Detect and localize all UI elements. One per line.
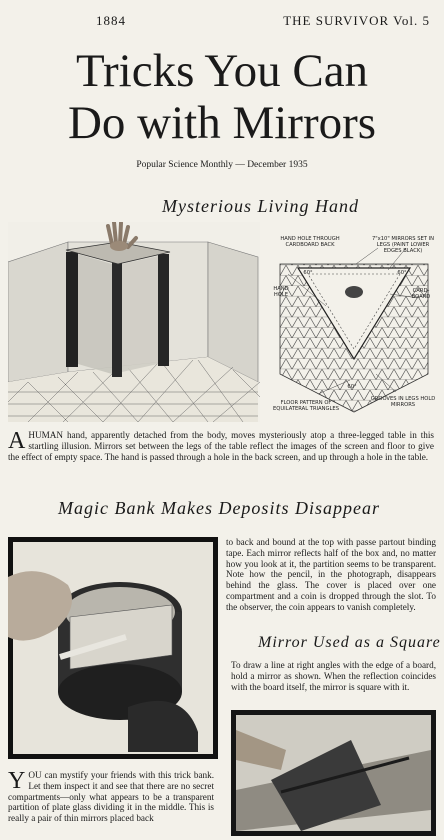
label-mirrors: 7"x10" MIRRORS SET IN LEGS (PAINT LOWER EDGES BLACK) bbox=[371, 236, 435, 254]
article-title-line-2: Do with Mirrors bbox=[67, 97, 377, 149]
label-hand-hole-back: HAND HOLE THROUGH CARDBOARD BACK bbox=[280, 236, 340, 248]
page-number: 1884 bbox=[96, 13, 126, 28]
label-hand-hole: HAND HOLE bbox=[273, 286, 289, 298]
paragraph-text: HUMAN hand, apparently detached from the body, moves mysteriously atop a three-legged table in this startling illusion. Mirrors set between the legs of the table reflect the images of the screen and floor to give the effect of empty space. The hand is passed through a hole in the back screen, and up through a hole in the table. bbox=[8, 430, 434, 462]
label-card-board: CARD-BOARD bbox=[411, 288, 431, 300]
paragraph-magic-bank-left bbox=[8, 770, 214, 824]
label-angle-60-right: 60° bbox=[397, 270, 407, 276]
dropcap: A bbox=[8, 428, 26, 454]
source-line: Popular Science Monthly — December 1935 bbox=[136, 160, 308, 170]
paragraph-living-hand bbox=[8, 430, 434, 462]
section-title-living-hand: Mysterious Living Hand bbox=[162, 196, 359, 216]
running-header: THE SURVIVOR Vol. 5 bbox=[283, 13, 430, 28]
label-angle-60-left: 60° bbox=[303, 270, 313, 276]
paragraph-magic-bank-right: to back and bound at the top with passe partout binding tape. Each mirror reflects half of the box and, no matter how you look at it, the partition seems to be transparent. Note how the pencil, in the photograph, disappears behind the glass. The cover is placed over one compartment and a coin is dropped through the slot. To the observer, the coin appears to vanish completely. bbox=[226, 537, 436, 612]
photo-magic-bank bbox=[8, 537, 218, 759]
photo-living-hand bbox=[8, 222, 260, 422]
label-angle-60-bottom: 60° bbox=[347, 384, 357, 390]
paragraph-mirror-square: To draw a line at right angles with the edge of a board, hold a mirror as shown. When the reflection coincides with the board itself, the mirror is square with it. bbox=[231, 660, 436, 692]
photo-mirror-square bbox=[231, 710, 436, 836]
dropcap: Y bbox=[8, 768, 26, 794]
label-grooves: GROOVES IN LEGS HOLD MIRRORS bbox=[370, 396, 436, 408]
diagram-table-plan bbox=[268, 234, 440, 420]
paragraph-text: OU can mystify your friends with this trick bank. Let them inspect it and see that there are no secret compartments—only what appears to be a transparent partition of plate glass dividing it in the middle. This is really a pair of thin mirrors placed back bbox=[8, 770, 214, 824]
article-title-line-1: Tricks You Can bbox=[75, 45, 369, 97]
section-title-magic-bank: Magic Bank Makes Deposits Disappear bbox=[58, 498, 380, 518]
label-floor-pattern: FLOOR PATTERN OF EQUILATERAL TRIANGLES bbox=[273, 400, 339, 412]
section-title-mirror-square: Mirror Used as a Square bbox=[258, 634, 441, 651]
